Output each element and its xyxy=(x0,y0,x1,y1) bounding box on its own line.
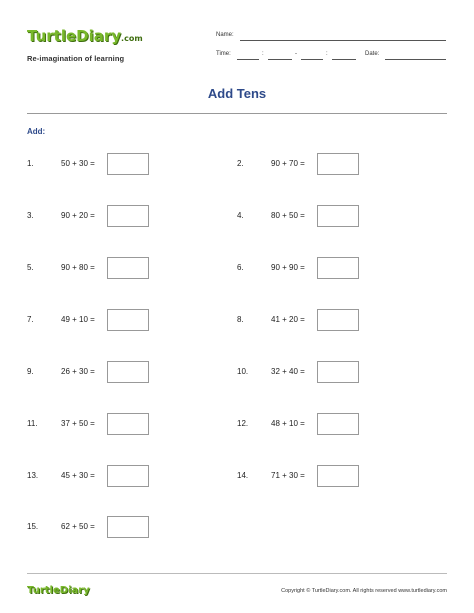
problem-expression: 62 + 50 = xyxy=(61,522,95,531)
problem-number: 11. xyxy=(27,419,38,428)
problem-expression: 45 + 30 = xyxy=(61,471,95,480)
answer-box[interactable] xyxy=(107,516,149,538)
answer-box[interactable] xyxy=(107,153,149,175)
problem-expression: 32 + 40 = xyxy=(271,367,305,376)
copyright-text: Copyright © TurtleDiary.com. All rights reserved www.turtlediary.com xyxy=(281,588,447,594)
time-minutes-field[interactable] xyxy=(268,59,292,60)
time-separator: - xyxy=(295,51,297,57)
answer-box[interactable] xyxy=(107,205,149,227)
worksheet-title: Add Tens xyxy=(207,86,267,101)
answer-box[interactable] xyxy=(317,465,359,487)
date-field[interactable] xyxy=(385,59,446,60)
problem-number: 3. xyxy=(27,211,34,220)
problem-expression: 49 + 10 = xyxy=(61,315,95,324)
answer-box[interactable] xyxy=(317,361,359,383)
problem-expression: 37 + 50 = xyxy=(61,419,95,428)
problem-expression: 90 + 80 = xyxy=(61,263,95,272)
problem-number: 5. xyxy=(27,263,34,272)
section-label: Add: xyxy=(27,127,46,136)
problem-expression: 41 + 20 = xyxy=(271,315,305,324)
answer-box[interactable] xyxy=(317,309,359,331)
answer-box[interactable] xyxy=(317,257,359,279)
problem-expression: 90 + 70 = xyxy=(271,159,305,168)
time-hours-field[interactable] xyxy=(237,59,259,60)
name-field[interactable] xyxy=(240,40,446,41)
answer-box[interactable] xyxy=(107,309,149,331)
logo-suffix: .com xyxy=(121,34,143,43)
answer-box[interactable] xyxy=(107,361,149,383)
problem-number: 12. xyxy=(237,419,249,428)
problem-expression: 90 + 90 = xyxy=(271,263,305,272)
problem-expression: 48 + 10 = xyxy=(271,419,305,428)
time-separator: : xyxy=(326,51,328,57)
problem-number: 13. xyxy=(27,471,39,480)
answer-box[interactable] xyxy=(317,205,359,227)
problem-expression: 50 + 30 = xyxy=(61,159,95,168)
footer-divider xyxy=(27,573,447,574)
problem-expression: 71 + 30 = xyxy=(271,471,305,480)
problem-number: 10. xyxy=(237,367,249,376)
title-divider xyxy=(27,113,447,114)
problem-number: 2. xyxy=(237,159,244,168)
problem-number: 15. xyxy=(27,522,39,531)
answer-box[interactable] xyxy=(317,413,359,435)
problem-number: 8. xyxy=(237,315,244,324)
turtle-diary-logo xyxy=(27,27,143,67)
problem-number: 14. xyxy=(237,471,249,480)
problem-expression: 80 + 50 = xyxy=(271,211,305,220)
problem-expression: 26 + 30 = xyxy=(61,367,95,376)
problem-number: 4. xyxy=(237,211,244,220)
time-end-hours-field[interactable] xyxy=(301,59,323,60)
logo-tagline: Re-imagination of learning xyxy=(27,54,125,63)
time-label: Time: xyxy=(216,51,231,57)
name-label: Name: xyxy=(216,32,234,38)
problem-number: 7. xyxy=(27,315,34,324)
answer-box[interactable] xyxy=(107,465,149,487)
footer-logo: TurtleDiary xyxy=(27,585,90,596)
date-label: Date: xyxy=(365,51,380,57)
answer-box[interactable] xyxy=(107,413,149,435)
logo-word: TurtleDiary xyxy=(27,27,122,45)
answer-box[interactable] xyxy=(317,153,359,175)
time-end-minutes-field[interactable] xyxy=(332,59,356,60)
time-separator: : xyxy=(262,51,264,57)
answer-box[interactable] xyxy=(107,257,149,279)
problem-number: 1. xyxy=(27,159,34,168)
problem-number: 9. xyxy=(27,367,34,376)
problem-expression: 90 + 20 = xyxy=(61,211,95,220)
problem-number: 6. xyxy=(237,263,244,272)
